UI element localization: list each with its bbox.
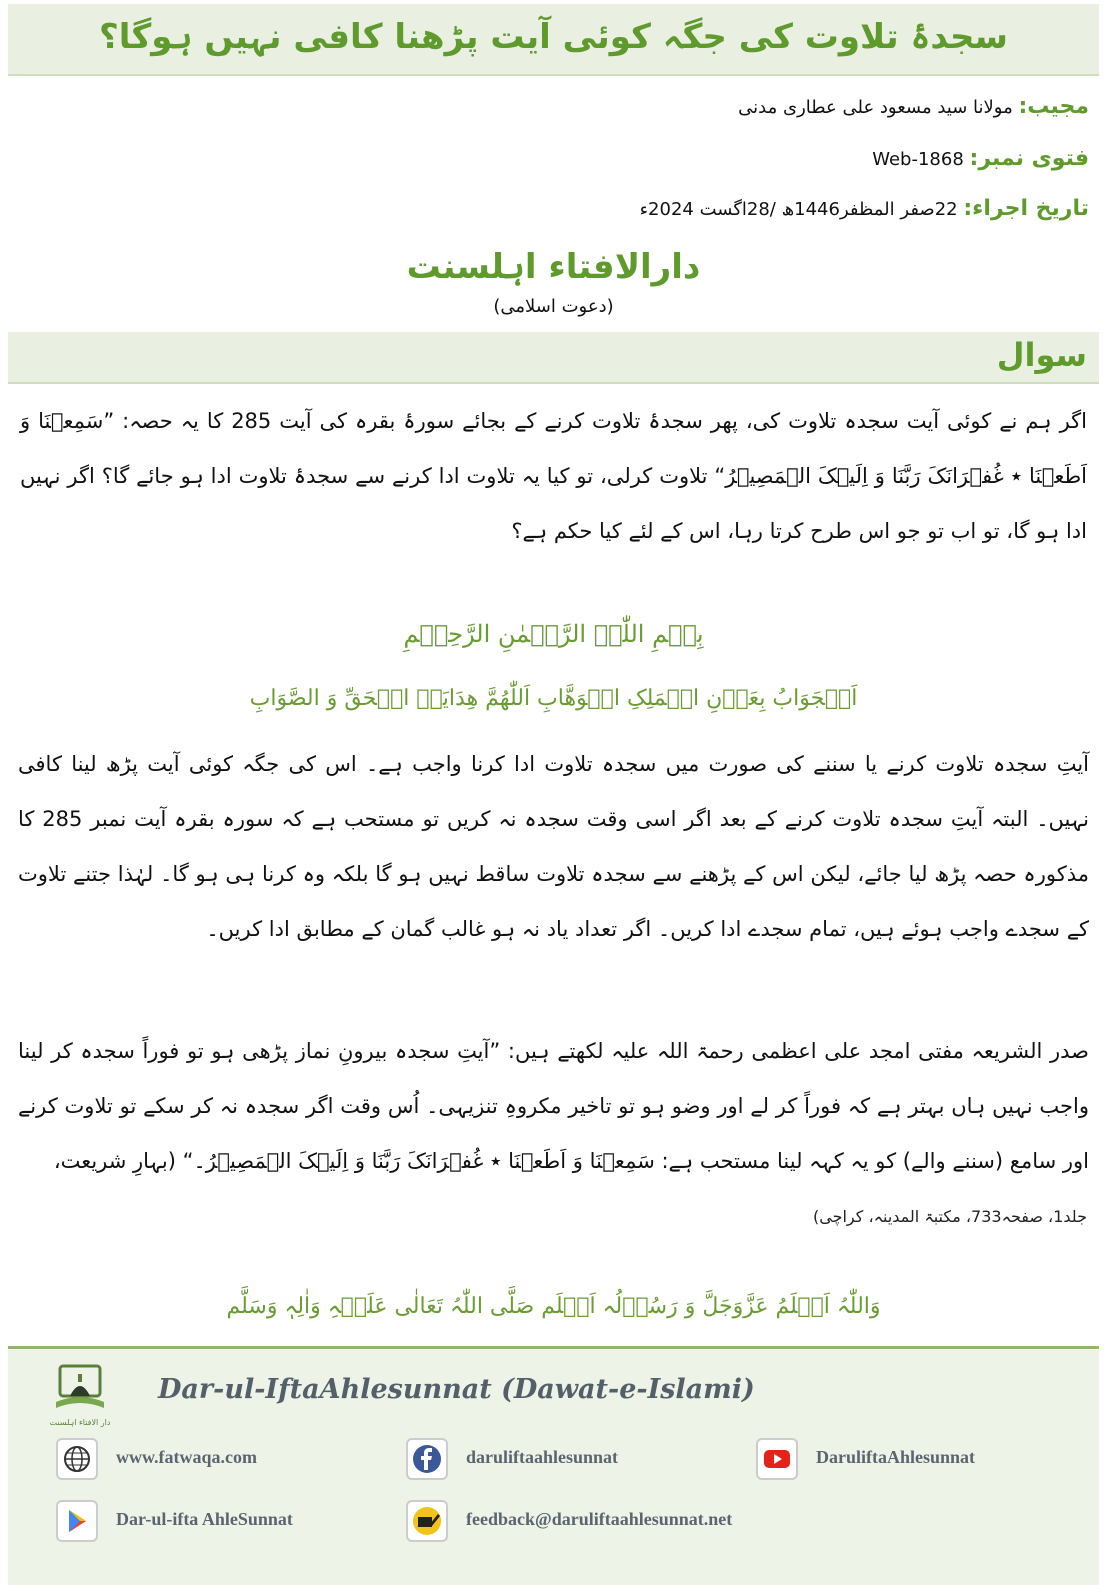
footer bbox=[8, 1350, 1099, 1585]
answer-heading: اَلۡجَوَابُ بِعَوۡنِ الۡمَلِکِ الۡوَھَّابِ اَللّٰھُمَّ ھِدَایَۃَ الۡحَقِّ وَ الصَّوَابِ bbox=[249, 686, 858, 711]
facebook-text: daruliftaahlesunnat bbox=[466, 1447, 619, 1467]
youtube-text: DaruliftaAhlesunnat bbox=[816, 1447, 976, 1467]
question-heading: سوال bbox=[996, 336, 1087, 374]
feedback-text: feedback@daruliftaahlesunnat.net bbox=[466, 1509, 733, 1529]
issue-date-value: 22صفر المظفر1446ھ /28اگست 2024ء bbox=[639, 199, 958, 220]
mujeeb-line bbox=[738, 94, 1089, 119]
title-bar bbox=[8, 4, 1099, 76]
closing-dua: وَاللّٰہُ اَعۡلَمُ عَزَّوَجَلَّ وَ رَسُوۡلُہ اَعۡلَم صَلَّی اللّٰہُ تَعَالٰی عَلَیۡہِ وَاٰلِہٖ وَسَلَّم bbox=[226, 1294, 881, 1319]
fatwa-number-line bbox=[872, 146, 1089, 171]
feedback-icon bbox=[406, 1500, 448, 1542]
logo-caption: دار الافتاء اہلسنت bbox=[49, 1418, 111, 1427]
darulifta-logo bbox=[49, 1362, 111, 1428]
fatwa-number-value: Web-1868 bbox=[872, 149, 964, 170]
mujeeb-label: مجیب: bbox=[1018, 94, 1089, 119]
globe-icon bbox=[56, 1438, 98, 1480]
quotation-text: صدر الشریعہ مفتی امجد علی اعظمی رحمۃ اللہ علیہ لکھتے ہیں: ”آیتِ سجدہ بیرونِ نماز پڑھی ہو تو فوراً سجدہ کر لینا واجب نہیں ہاں بہتر ہے کہ فوراً کر لے اور وضو ہو تو تاخیر مکروہِ تنزیہی۔ اُس وقت اگر سجدہ نہ کر سکے تو تلاوت کرنے اور سامع (سننے والے) کو یہ کہہ لینا مستحب ہے: سَمِعۡنَا وَ اَطَعۡنَا ٭ غُفۡرَانَکَ رَبَّنَا وَ اِلَیۡکَ الۡمَصِیۡرُ۔“ (بہارِ شریعت، bbox=[18, 1039, 1089, 1173]
footer-brand: Dar-ul-IftaAhlesunnat (Dawat-e-Islami) bbox=[158, 1374, 755, 1405]
page-title: سجدۂ تلاوت کی جگہ کوئی آیت پڑھنا کافی نہیں ہوگا؟ bbox=[99, 17, 1008, 57]
bismillah: بِسۡمِ اللّٰہِ الرَّحۡمٰنِ الرَّحِیۡمِ bbox=[403, 620, 704, 648]
answer-text: آیتِ سجدہ تلاوت کرنے یا سننے کی صورت میں سجدہ تلاوت ادا کرنا واجب ہے۔ اس کی جگہ کوئی آیت پڑھ لینا کافی نہیں۔ البتہ آیتِ سجدہ تلاوت کرنے کے بعد اگر اسی وقت سجدہ نہ کریں تو مستحب ہے کہ سورہ بقرہ آیت نمبر 285 کا مذکورہ حصہ پڑھ لیا جائے، لیکن اس کے پڑھنے سے سجدہ تلاوت ساقط نہیں ہو گا بلکہ وہ کرنا ہی ہو گا۔ لہٰذا جتنے تلاوت کے سجدے واجب ہوئے ہیں، تمام سجدے ادا کریں۔ اگر تعداد یاد نہ ہو غالب گمان کے مطابق ادا کریں۔ bbox=[18, 752, 1089, 941]
question-heading-bar bbox=[8, 332, 1099, 384]
issue-date-label: تاریخ اجراء: bbox=[963, 196, 1089, 221]
reference-text: جلد1، صفحہ733، مکتبۃ المدینہ، کراچی) bbox=[813, 1207, 1087, 1226]
fatwa-number-label: فتوی نمبر: bbox=[969, 146, 1089, 171]
darulifta-title: دارالافتاء اہلسنت bbox=[406, 247, 701, 287]
logo-icon bbox=[52, 1362, 108, 1418]
facebook-icon bbox=[406, 1438, 448, 1480]
youtube-icon bbox=[756, 1438, 798, 1480]
footer-divider bbox=[8, 1346, 1099, 1349]
play-store-text: Dar-ul-ifta AhleSunnat bbox=[116, 1509, 293, 1529]
darulifta-subtitle: (دعوت اسلامی) bbox=[493, 296, 614, 317]
issue-date-line bbox=[640, 196, 1089, 221]
website-text: www.fatwaqa.com bbox=[116, 1447, 257, 1467]
question-text: اگر ہم نے کوئی آیت سجدہ تلاوت کی، پھر سجدۂ تلاوت کرنے کے بجائے سورۂ بقرہ کی آیت 285 کا یہ حصہ: ”سَمِعۡنَا وَ اَطَعۡنَا ٭ غُفۡرَانَکَ رَبَّنَا وَ اِلَیۡکَ الۡمَصِیۡرُ“ تلاوت کرلی، تو کیا یہ تلاوت ادا کرنے سے سجدۂ تلاوت ادا ہو جائے گا؟ اگر نہیں ادا ہو گا، تو اب تو جو اس طرح کرتا رہا، اس کے لئے کیا حکم ہے؟ bbox=[20, 409, 1087, 543]
mujeeb-value: مولانا سید مسعود علی عطاری مدنی bbox=[738, 97, 1013, 118]
play-store-icon bbox=[56, 1500, 98, 1542]
